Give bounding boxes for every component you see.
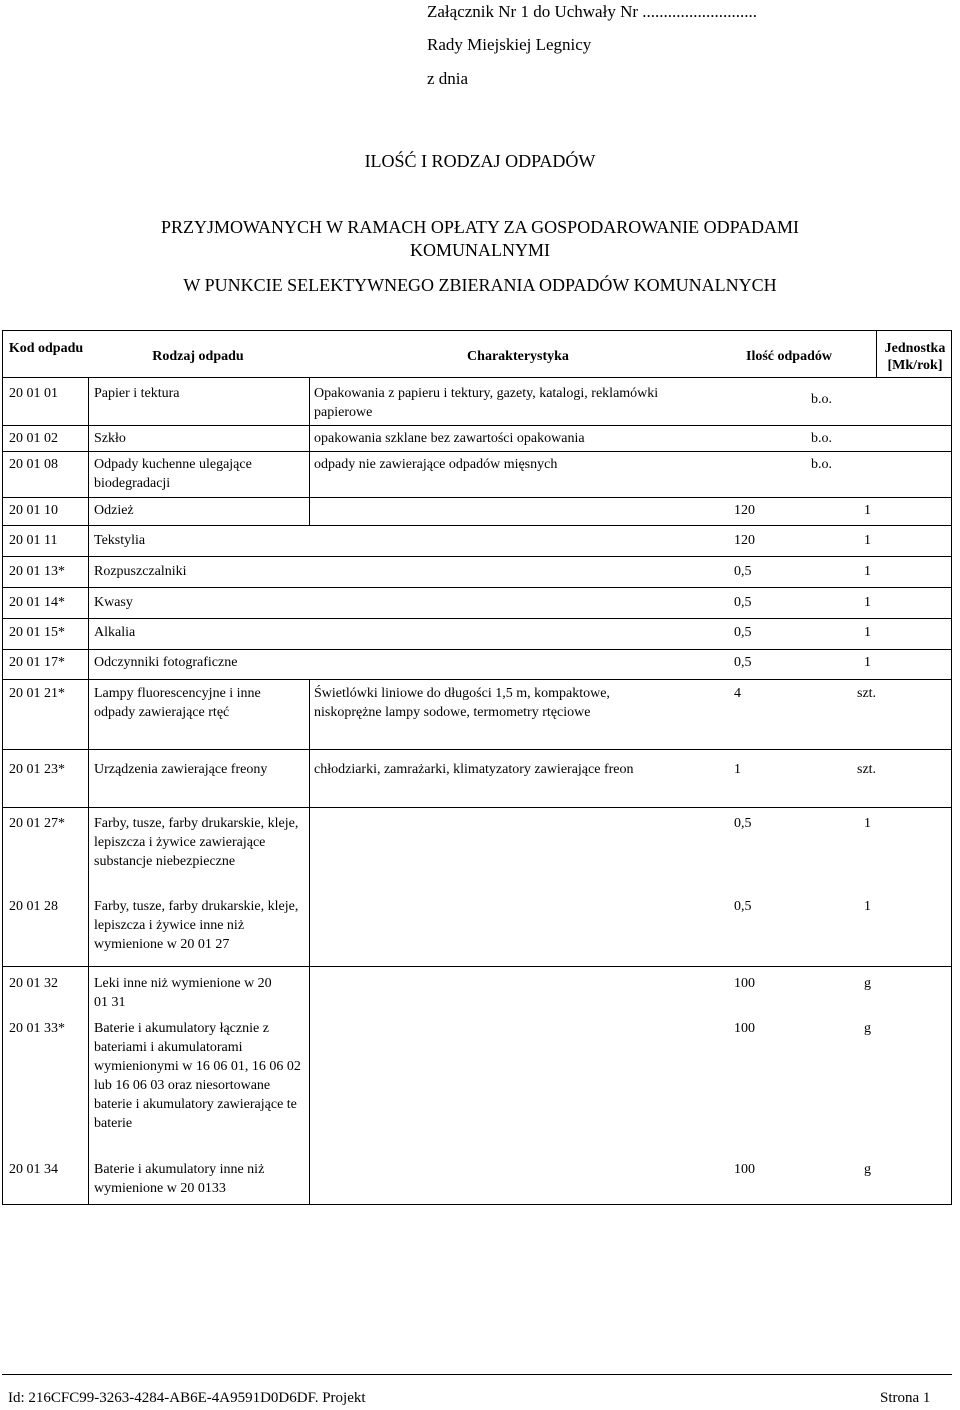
header-qty: Ilość odpadów — [746, 349, 832, 364]
header-divider — [3, 377, 951, 378]
row-code: 20 01 23* — [9, 762, 65, 777]
subtitle-line-3: W PUNKCIE SELEKTYWNEGO ZBIERANIA ODPADÓW KOMUNALNYCH — [183, 275, 777, 295]
row-qty: 120 — [734, 533, 755, 548]
row-type: Kwasy — [94, 595, 133, 610]
row-unit: 1 — [864, 595, 871, 610]
row-qty: 4 — [734, 686, 741, 701]
row-type: Alkalia — [94, 625, 136, 640]
row-code: 20 01 28 — [9, 899, 58, 914]
row-type: Farby, tusze, farby drukarskie, kleje, lepiszcza i żywice inne niż wymienione w 20 01 27 — [94, 899, 299, 952]
row-qty: b.o. — [811, 392, 832, 407]
row-qty: 0,5 — [734, 899, 752, 914]
header-type: Rodzaj odpadu — [152, 349, 244, 364]
header-code: Kod odpadu — [8, 341, 84, 356]
row-type: Szkło — [94, 431, 126, 446]
row-unit: szt. — [857, 686, 877, 701]
row-code: 20 01 01 — [9, 386, 58, 401]
row-type: Lampy fluorescencyjne i inne odpady zawierające rtęć — [94, 686, 261, 720]
row-separator — [3, 749, 951, 750]
row-qty: 1 — [734, 762, 741, 777]
row-type: Odczynniki fotograficzne — [94, 655, 238, 670]
row-code: 20 01 08 — [9, 457, 58, 472]
row-qty: 0,5 — [734, 816, 752, 831]
row-code: 20 01 21* — [9, 686, 65, 701]
row-qty: 100 — [734, 1162, 755, 1177]
council-line: Rady Miejskiej Legnicy — [427, 35, 592, 54]
row-unit: 1 — [864, 625, 871, 640]
row-qty: b.o. — [811, 457, 832, 472]
row-code: 20 01 10 — [9, 503, 58, 518]
header-desc: Charakterystyka — [467, 349, 569, 364]
row-separator — [3, 649, 951, 650]
row-code: 20 01 34 — [9, 1162, 58, 1177]
date-line: z dnia — [427, 69, 469, 88]
row-unit: 1 — [864, 899, 871, 914]
row-qty: 0,5 — [734, 625, 752, 640]
row-separator — [3, 451, 951, 452]
annex-line: Załącznik Nr 1 do Uchwały Nr ........................... — [427, 2, 758, 21]
row-type: Urządzenia zawierające freony — [94, 762, 268, 777]
row-unit: 1 — [864, 564, 871, 579]
row-unit: g — [864, 1021, 871, 1036]
row-type: Tekstylia — [94, 533, 146, 548]
row-unit: g — [864, 976, 871, 991]
footer-rule — [2, 1374, 952, 1375]
subtitle-line-1: PRZYJMOWANYCH W RAMACH OPŁATY ZA GOSPODAROWANIE ODPADAMI — [160, 217, 800, 237]
row-type: Baterie i akumulatory łącznie z bateriami i akumulatorami wymienionymi w 16 06 01, 16 06 02 lub 16 06 03 oraz niesortowane baterie i akumulatory zawierające te baterie — [94, 1021, 301, 1131]
row-code: 20 01 27* — [9, 816, 65, 831]
row-qty: 0,5 — [734, 564, 752, 579]
row-type: Farby, tusze, farby drukarskie, kleje, lepiszcza i żywice zawierające substancje niebezpieczne — [94, 816, 299, 869]
row-desc: chłodziarki, zamrażarki, klimatyzatory zawierające freon — [314, 762, 634, 777]
row-type: Leki inne niż wymienione w 20 01 31 — [94, 976, 272, 1010]
row-desc: opakowania szklane bez zawartości opakowania — [314, 431, 585, 446]
row-separator — [3, 966, 951, 967]
row-type: Odzież — [94, 503, 134, 518]
row-separator — [3, 497, 951, 498]
row-separator — [3, 679, 951, 680]
row-desc: Opakowania z papieru i tektury, gazety, katalogi, reklamówki papierowe — [314, 386, 659, 420]
row-unit: 1 — [864, 816, 871, 831]
code-column-divider — [88, 377, 89, 1204]
type-column-divider — [309, 679, 310, 1204]
page-number: Strona 1 — [880, 1390, 931, 1406]
row-qty: 100 — [734, 976, 755, 991]
row-type: Baterie i akumulatory inne niż wymienione w 20 0133 — [94, 1162, 265, 1196]
row-code: 20 01 02 — [9, 431, 58, 446]
row-code: 20 01 32 — [9, 976, 58, 991]
row-unit: 1 — [864, 533, 871, 548]
row-unit: g — [864, 1162, 871, 1177]
row-code: 20 01 33* — [9, 1021, 65, 1036]
row-qty: b.o. — [811, 431, 832, 446]
row-code: 20 01 13* — [9, 564, 65, 579]
row-separator — [3, 525, 951, 526]
row-code: 20 01 14* — [9, 595, 65, 610]
page-title: ILOŚĆ I RODZAJ ODPADÓW — [364, 151, 596, 171]
unit-column-divider — [876, 331, 877, 377]
row-unit: 1 — [864, 503, 871, 518]
row-desc: Świetlówki liniowe do długości 1,5 m, kompaktowe, niskoprężne lampy sodowe, termometry rtęciowe — [314, 686, 610, 720]
type-column-divider — [309, 377, 310, 525]
row-type: Odpady kuchenne ulegające biodegradacji — [94, 457, 252, 491]
row-desc: odpady nie zawierające odpadów mięsnych — [314, 457, 558, 472]
row-separator — [3, 556, 951, 557]
row-code: 20 01 15* — [9, 625, 65, 640]
subtitle-line-2: KOMUNALNYMI — [410, 240, 550, 260]
row-qty: 100 — [734, 1021, 755, 1036]
row-qty: 0,5 — [734, 595, 752, 610]
row-separator — [3, 425, 951, 426]
row-separator — [3, 587, 951, 588]
waste-table — [2, 330, 952, 1205]
row-unit: szt. — [857, 762, 877, 777]
row-code: 20 01 17* — [9, 655, 65, 670]
document-id: Id: 216CFC99-3263-4284-AB6E-4A9591D0D6DF. Projekt — [8, 1390, 366, 1406]
row-qty: 0,5 — [734, 655, 752, 670]
row-qty: 120 — [734, 503, 755, 518]
row-code: 20 01 11 — [9, 533, 58, 548]
row-separator — [3, 807, 951, 808]
row-unit: 1 — [864, 655, 871, 670]
row-type: Rozpuszczalniki — [94, 564, 187, 579]
row-type: Papier i tektura — [94, 386, 180, 401]
header-unit: Jednostka [Mk/rok] — [884, 341, 946, 373]
row-separator — [3, 618, 951, 619]
